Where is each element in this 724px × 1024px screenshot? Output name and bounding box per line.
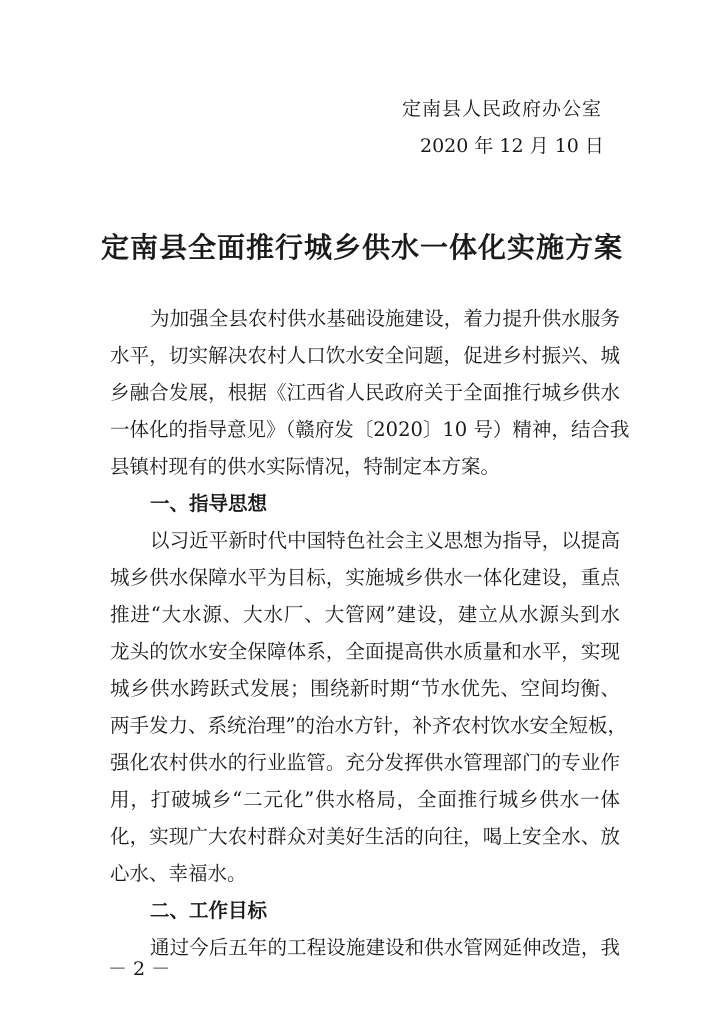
signature-date: 2020 年 12 月 10 日 xyxy=(420,135,604,157)
paragraph-line: 用，打破城乡“二元化”供水格局，全面推行城乡供水一体 xyxy=(110,788,620,811)
paragraph-line: 化，实现广大农村群众对美好生活的向往，喝上安全水、放 xyxy=(110,825,620,848)
paragraph-line: 县镇村现有的供水实际情况，特制定本方案。 xyxy=(110,455,501,478)
paragraph-line: 两手发力、系统治理”的治水方针，补齐农村饮水安全短板， xyxy=(110,714,627,737)
section-heading-work-goals: 二、工作目标 xyxy=(150,899,268,922)
page-number: － 2 － xyxy=(108,958,171,980)
paragraph-line: 龙头的饮水安全保障体系，全面提高供水质量和水平，实现 xyxy=(110,640,620,663)
paragraph-line: 心水、幸福水。 xyxy=(110,862,247,885)
intro-paragraph xyxy=(110,300,630,485)
section-heading-guiding-ideology: 一、指导思想 xyxy=(150,492,268,515)
paragraph-line: 城乡供水保障水平为目标，实施城乡供水一体化建设，重点 xyxy=(110,566,620,589)
paragraph-line: 一体化的指导意见》（赣府发〔2020〕10 号）精神，结合我 xyxy=(110,418,630,441)
paragraph-line: 强化农村供水的行业监管。充分发挥供水管理部门的专业作 xyxy=(110,751,620,774)
paragraph-line: 通过今后五年的工程设施建设和供水管网延伸改造，我 xyxy=(150,936,620,959)
paragraph-line: 城乡供水跨跃式发展；围绕新时期“节水优先、空间均衡、 xyxy=(110,677,620,700)
paragraph-line: 为加强全县农村供水基础设施建设，着力提升供水服务 xyxy=(150,307,620,330)
paragraph-line: 推进“大水源、大水厂、大管网”建设，建立从水源头到水 xyxy=(110,603,620,626)
paragraph-line: 乡融合发展，根据《江西省人民政府关于全面推行城乡供水 xyxy=(110,381,620,404)
signature-organization: 定南县人民政府办公室 xyxy=(402,98,603,120)
document-title: 定南县全面推行城乡供水一体化实施方案 xyxy=(100,231,623,264)
document-body xyxy=(110,300,630,966)
guiding-ideology-paragraph xyxy=(110,522,627,892)
paragraph-line: 水平，切实解决农村人口饮水安全问题，促进乡村振兴、城 xyxy=(110,344,620,367)
work-goals-paragraph xyxy=(110,929,620,966)
paragraph-line: 以习近平新时代中国特色社会主义思想为指导，以提高 xyxy=(150,529,620,552)
